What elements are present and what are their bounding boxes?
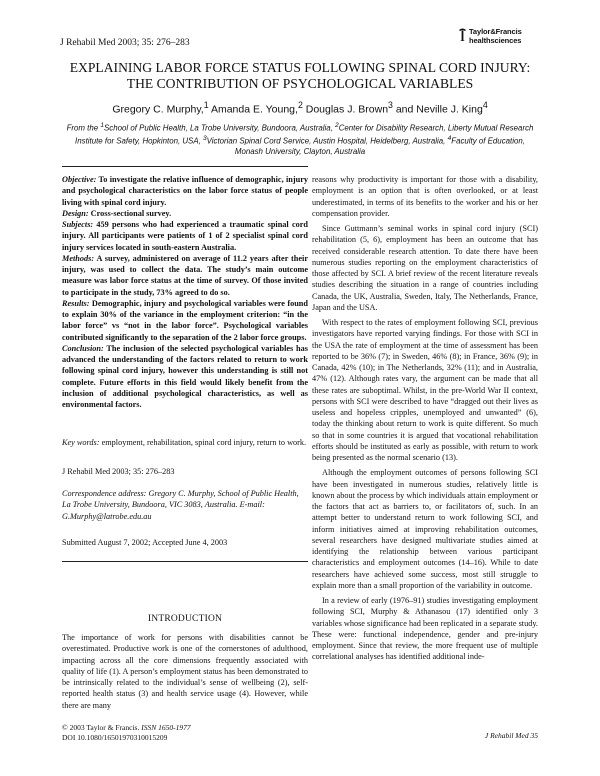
publisher-logo-icon <box>458 27 467 42</box>
title-line-1: EXPLAINING LABOR FORCE STATUS FOLLOWING SPINAL CORD INJURY: <box>69 60 531 75</box>
author-name: Amanda E. Young, <box>210 103 298 116</box>
publisher-logo <box>458 26 550 48</box>
running-head: J Rehabil Med 2003; 35: 276–283 <box>60 38 190 48</box>
keywords <box>62 437 308 448</box>
abstract <box>62 174 308 410</box>
abstract-text: Demographic, injury and psychological variables were found to explain 30% of the variance in the employment criterion: “in the labor force” vs “not in the labor force”. Psychological variables contributed significantly to the separation of the 2 labor force groups. <box>62 298 308 342</box>
footer-publication-info <box>62 723 191 742</box>
article-citation: J Rehabil Med 2003; 35: 276–283 <box>62 467 175 476</box>
publisher-logo-line2: healthsciences <box>469 36 522 45</box>
author-affiliation-marker: 4 <box>482 100 488 110</box>
author-name: Douglas J. Brown <box>305 103 389 116</box>
introduction-heading: INTRODUCTION <box>147 614 223 624</box>
abstract-paragraph <box>62 208 308 219</box>
abstract-text: 459 persons who had experienced a traumatic spinal cord injury. All participants were patients of 1 of 2 specialist spinal cord injury services located in south-eastern Australia. <box>62 220 308 252</box>
right-column <box>312 174 538 663</box>
affiliation-marker: 4 <box>447 134 452 142</box>
author-affiliation-marker: 2 <box>297 100 303 110</box>
correspondence-address: Correspondence address: Gregory C. Murphy, School of Public Health, La Trobe University, Bundoora, VIC 3083, Australia. E-mail: G.Murphy@latrobe.edu.au <box>62 489 299 521</box>
abstract-bottom-rule <box>62 561 308 562</box>
abstract-label: Conclusion: <box>62 343 104 353</box>
abstract-paragraph <box>62 174 308 208</box>
body-paragraph: Since Guttmann’s seminal works in spinal cord injury (SCI) rehabilitation (5, 6), employment has been an outcome that has received considerable research attention. To date there have been numerous studies reporting on the employment characteristics of those affected by SCI. A brief review of the recent literature reveals studies describing the situation in a range of countries including Canada, the UK, Australia, Sweden, Italy, The Netherlands, France, Japan and the USA. <box>312 224 538 312</box>
abstract-label: Subjects: <box>62 220 94 229</box>
footer-doi: DOI 10.1080/16501970310015209 <box>62 732 168 742</box>
keywords-label: Key words: <box>62 438 100 447</box>
affiliation-marker: 1 <box>100 122 105 129</box>
body-paragraph: Although the employment outcomes of persons following SCI have been investigated in numerous studies, relatively little is known about the process by which individuals attain employment or the factors that act as barriers to, or facilitators of, such. In an attempt better to understand return to work following SCI, and inform initiatives aimed at improving rehabilitation outcomes, several researchers have designed multivariate studies aimed at identifying the relationship between various participant characteristics and employment outcomes (14–16). While to date researchers have achieved some success, most still struggle to explain more than a small proportion of the variability in outcome. <box>312 468 538 590</box>
author-name: Gregory C. Murphy, <box>112 103 204 116</box>
body-paragraph: reasons why productivity is important for those with a disability, employment is an option that is often overlooked, or at least underestimated, in terms of its benefits to the worker and his or her compensation provider. <box>312 175 538 218</box>
author-name: and Neville J. King <box>395 103 483 116</box>
affiliation-marker: 2 <box>335 122 339 129</box>
footer-copyright: © 2003 Taylor & Francis. <box>62 723 140 732</box>
abstract-text: A survey, administered on average of 11.2 years after their injury, was used to collect the data. The study’s main outcome measure was labor force status at the time of survey. Of those invited to participate in the study, 73% agreed to do so. <box>62 253 308 297</box>
author-affiliation-marker: 3 <box>388 100 393 110</box>
abstract-text: To investigate the relative influence of demographic, injury and psychological characteristics on the labor force status of people living with spinal cord injury. <box>62 175 308 207</box>
abstract-label: Methods: <box>62 253 95 263</box>
abstract-text: Cross-sectional survey. <box>88 208 172 218</box>
body-paragraph: With respect to the rates of employment following SCI, previous investigators have reported varying findings. For those with SCI in the USA the rate of employment at the time of assessment has been reported to be 36% (7); in Sweden, 46% (8); in France, 36% (9); in Canada, 42% (10); in The Netherlands, 32% (11); and in Australia, 47% (12). Although rates vary, the argument can be made that all these rates are suboptimal. Whilst, in the pre-World War II context, persons with SCI were described to have “dragged out their lives as useless and hopeless cripples, unemployed and unwanted” (6), today the thinking about return to work is quite different. So much so that in some countries it is argued that vocational rehabilitation efforts should be instituted as early as possible, with return to work being presented as the normal scenario (13). <box>312 318 538 462</box>
footer-journal-page: J Rehabil Med 35 <box>484 731 538 740</box>
abstract-paragraph <box>62 343 308 411</box>
body-paragraph: The importance of work for persons with disabilities cannot be overestimated. Productive work is one of the cornerstones of adulthood, impacting across all the core dimensions frequently associated with quality of life (1). A person’s employment status has been demonstrated to be intrinsically related to the individual’s sense of wellbeing (2), self-reported health status (3) and health service usage (4). However, while there are many <box>62 633 308 710</box>
abstract-label: Results: <box>62 298 90 308</box>
abstract-top-rule <box>62 166 308 167</box>
submission-dates: Submitted August 7, 2002; Accepted June 4, 2003 <box>62 538 228 547</box>
affiliation-lead: From the <box>66 123 101 133</box>
body-paragraph: In a review of early (1976–91) studies investigating employment following SCI, Murphy & Athanasou (17) identified only 3 variables whose significance had been replicated in a separate study. These were: functional independence, gender and pre-injury employment. Since that review, the more frequent use of multiple correlational analyses has identified additional inde- <box>312 596 538 662</box>
introduction-text <box>62 632 308 711</box>
abstract-paragraph <box>62 219 308 253</box>
footer-issn: ISSN 1650-1977 <box>141 723 191 732</box>
affiliation-text: School of Public Health, La Trobe University, Bundoora, Australia, <box>104 123 336 133</box>
publisher-logo-line1: Taylor&Francis <box>469 27 522 36</box>
author-list <box>40 100 560 116</box>
keywords-text: employment, rehabilitation, spinal cord injury, return to work. <box>99 438 307 447</box>
abstract-paragraph <box>62 298 308 343</box>
article-title <box>40 60 560 92</box>
footer-copyright-line <box>62 723 191 733</box>
abstract-label: Objective: <box>62 175 97 184</box>
abstract-text: The inclusion of the selected psychological variables has advanced the understanding of the factors related to return to work following spinal cord injury, however this understanding is still not complete. Future efforts in this field would likely benefit from the inclusion of additional psychological characteristics, as well as environmental factors. <box>62 343 308 409</box>
abstract-label: Design: <box>62 208 89 218</box>
author-affiliation-marker: 1 <box>203 100 209 110</box>
affiliation-text: Faculty of Education, Monash University, Clayton, Australia <box>234 136 525 156</box>
title-line-2: THE CONTRIBUTION OF PSYCHOLOGICAL VARIABLES <box>126 76 474 91</box>
affiliation-marker: 3 <box>202 134 207 142</box>
affiliations <box>62 121 538 157</box>
abstract-paragraph <box>62 253 308 298</box>
affiliation-text: Center for Disability Research, Liberty Mutual Research Institute for Safety, Hopkinton, USA, <box>75 123 534 146</box>
affiliation-text: Victorian Spinal Cord Service, Austin Hospital, Heidelberg, Australia, <box>206 136 448 146</box>
